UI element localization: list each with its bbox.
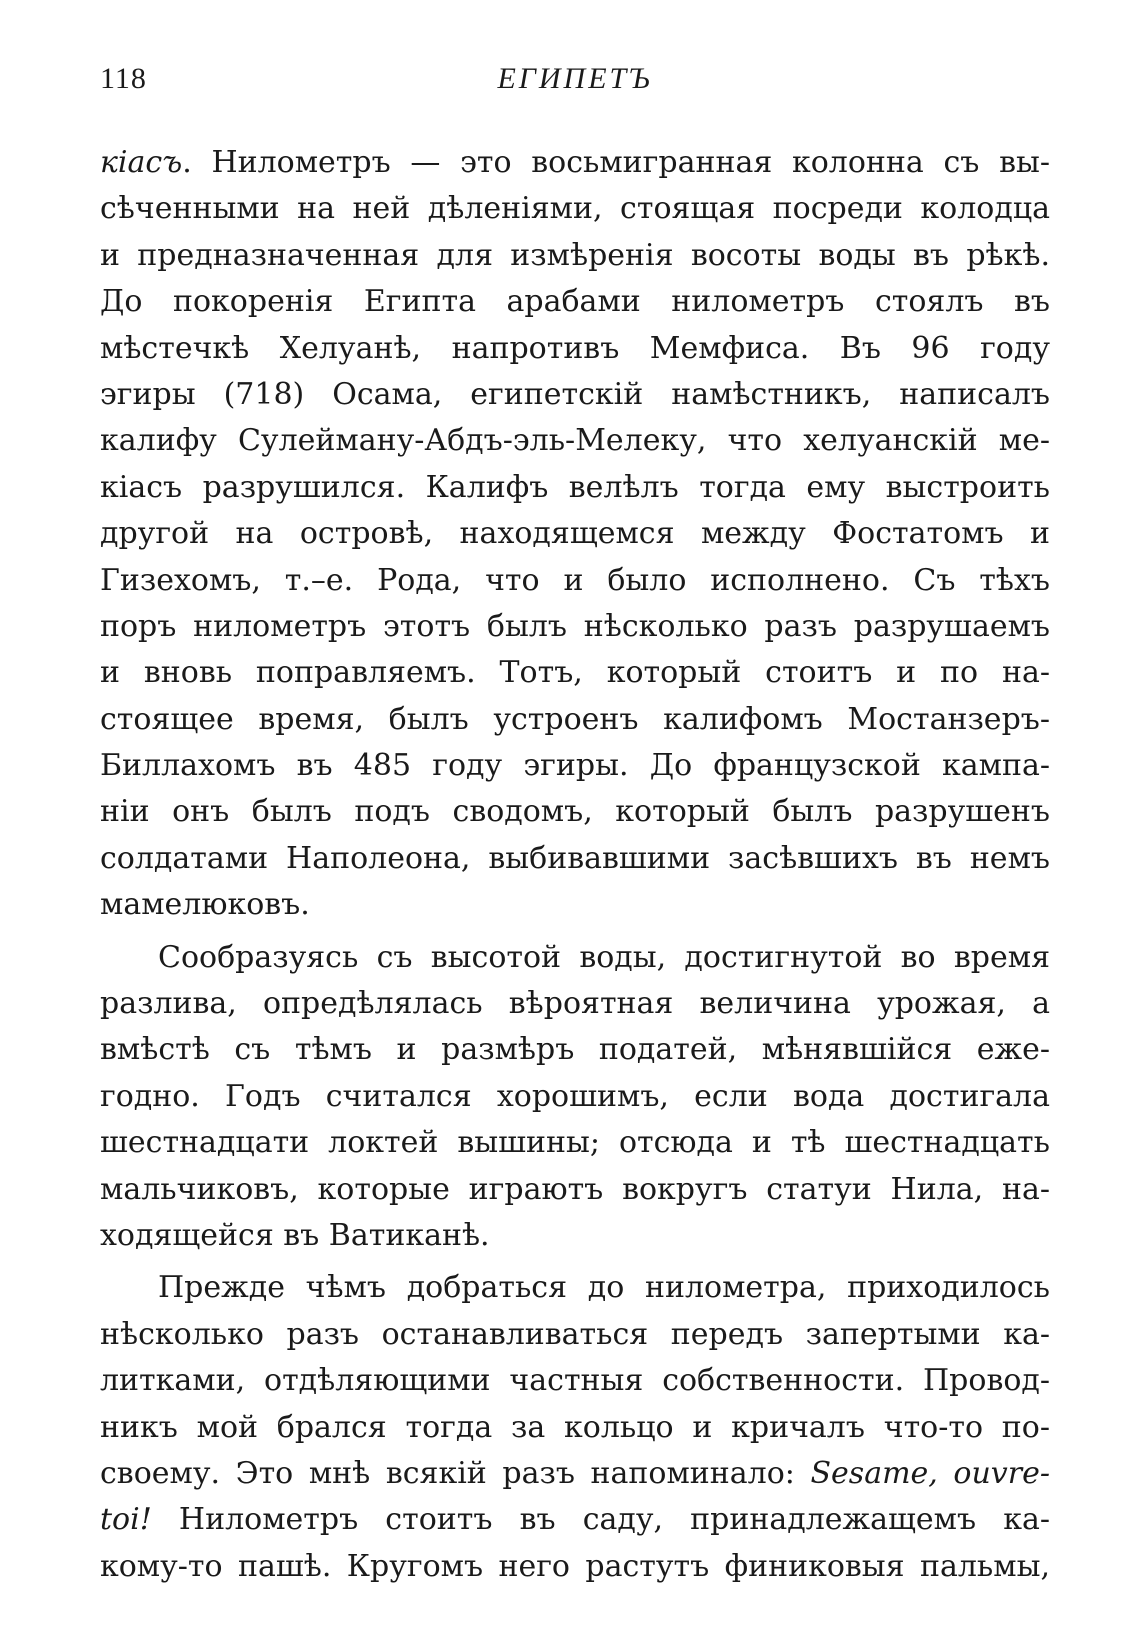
text-line: мамелюковъ.	[100, 887, 310, 923]
text-line: кіасъ разрушился. Калифъ велѣлъ тогда ему выстроить	[100, 469, 1050, 505]
text-line: поръ нилометръ этотъ былъ нѣсколько разъ разрушаемъ	[100, 608, 1050, 644]
italic-word: toi!	[100, 1502, 152, 1538]
running-title: ЕГИПЕТЪ	[497, 62, 653, 95]
text-line: и предназначенная для измѣренія восоты воды въ рѣкѣ.	[100, 237, 1050, 273]
paragraph-1	[100, 140, 1050, 929]
running-head	[100, 62, 1050, 102]
text-line: никъ мой брался тогда за кольцо и кричалъ что-то по-	[100, 1409, 1050, 1445]
text-line: нѣсколько разъ останавливаться передъ запертыми ка-	[100, 1316, 1050, 1352]
text-line: стоящее время, былъ устроенъ калифомъ Мостанзеръ-	[100, 701, 1050, 737]
text-line: Биллахомъ въ 485 году эгиры. До французской кампа-	[100, 748, 1050, 784]
body-text	[100, 140, 1050, 1590]
paragraph-2	[100, 935, 1050, 1260]
text-line	[100, 140, 1050, 186]
page-number: 118	[100, 62, 147, 95]
text-line: Сообразуясь съ высотой воды, достигнутой во время	[158, 939, 1050, 975]
text-line: годно. Годъ считался хорошимъ, если вода достигала	[100, 1078, 1050, 1114]
line-text: своему. Это мнѣ всякій разъ напоминало:	[100, 1455, 811, 1491]
text-line: и вновь поправляемъ. Тотъ, который стоитъ и по на-	[100, 655, 1050, 691]
paragraph-3	[100, 1265, 1050, 1590]
text-line: мальчиковъ, которые играютъ вокругъ статуи Нила, на-	[100, 1171, 1050, 1207]
italic-phrase: Sesame, ouvre-	[810, 1455, 1050, 1491]
text-line: кому-то пашѣ. Кругомъ него растутъ финиковыя пальмы,	[100, 1548, 1050, 1584]
line-text: Нилометръ стоитъ въ саду, принадлежащемъ ка-	[151, 1502, 1050, 1538]
text-line: литками, отдѣляющими частныя собственности. Провод-	[100, 1363, 1050, 1399]
text-line: До покоренія Египта арабами нилометръ стоялъ въ	[100, 284, 1050, 320]
text-line: Прежде чѣмъ добраться до нилометра, приходилось	[158, 1270, 1050, 1306]
text-line: ходящейся въ Ватиканѣ.	[100, 1217, 490, 1253]
line-text: . Нилометръ — это восьмигранная колонна съ вы-	[182, 145, 1050, 180]
text-line	[100, 1451, 1050, 1497]
text-line	[100, 1497, 1050, 1543]
text-line: Гизехомъ, т.–е. Рода, что и было исполнено. Съ тѣхъ	[100, 562, 1050, 598]
text-line: солдатами Наполеона, выбивавшими засѣвшихъ въ немъ	[100, 840, 1050, 876]
text-line: сѣченными на ней дѣленіями, стоящая посреди колодца	[100, 191, 1050, 227]
text-line: вмѣстѣ съ тѣмъ и размѣръ податей, мѣнявшійся еже-	[100, 1032, 1050, 1068]
text-line: разлива, опредѣлялась вѣроятная величина урожая, а	[100, 986, 1050, 1022]
text-line: мѣстечкѣ Хелуанѣ, напротивъ Мемфиса. Въ 96 году	[100, 330, 1050, 366]
text-line: калифу Сулейману-Абдъ-эль-Мелеку, что хелуанскій ме-	[100, 423, 1050, 459]
text-line: другой на островѣ, находящемся между Фостатомъ и	[100, 516, 1050, 552]
italic-word: кіасъ	[100, 145, 183, 180]
text-line: эгиры (718) Осама, египетскій намѣстникъ, написалъ	[100, 376, 1050, 412]
text-line: ніи онъ былъ подъ сводомъ, который былъ разрушенъ	[100, 794, 1050, 830]
text-line: шестнадцати локтей вышины; отсюда и тѣ шестнадцать	[100, 1125, 1050, 1161]
